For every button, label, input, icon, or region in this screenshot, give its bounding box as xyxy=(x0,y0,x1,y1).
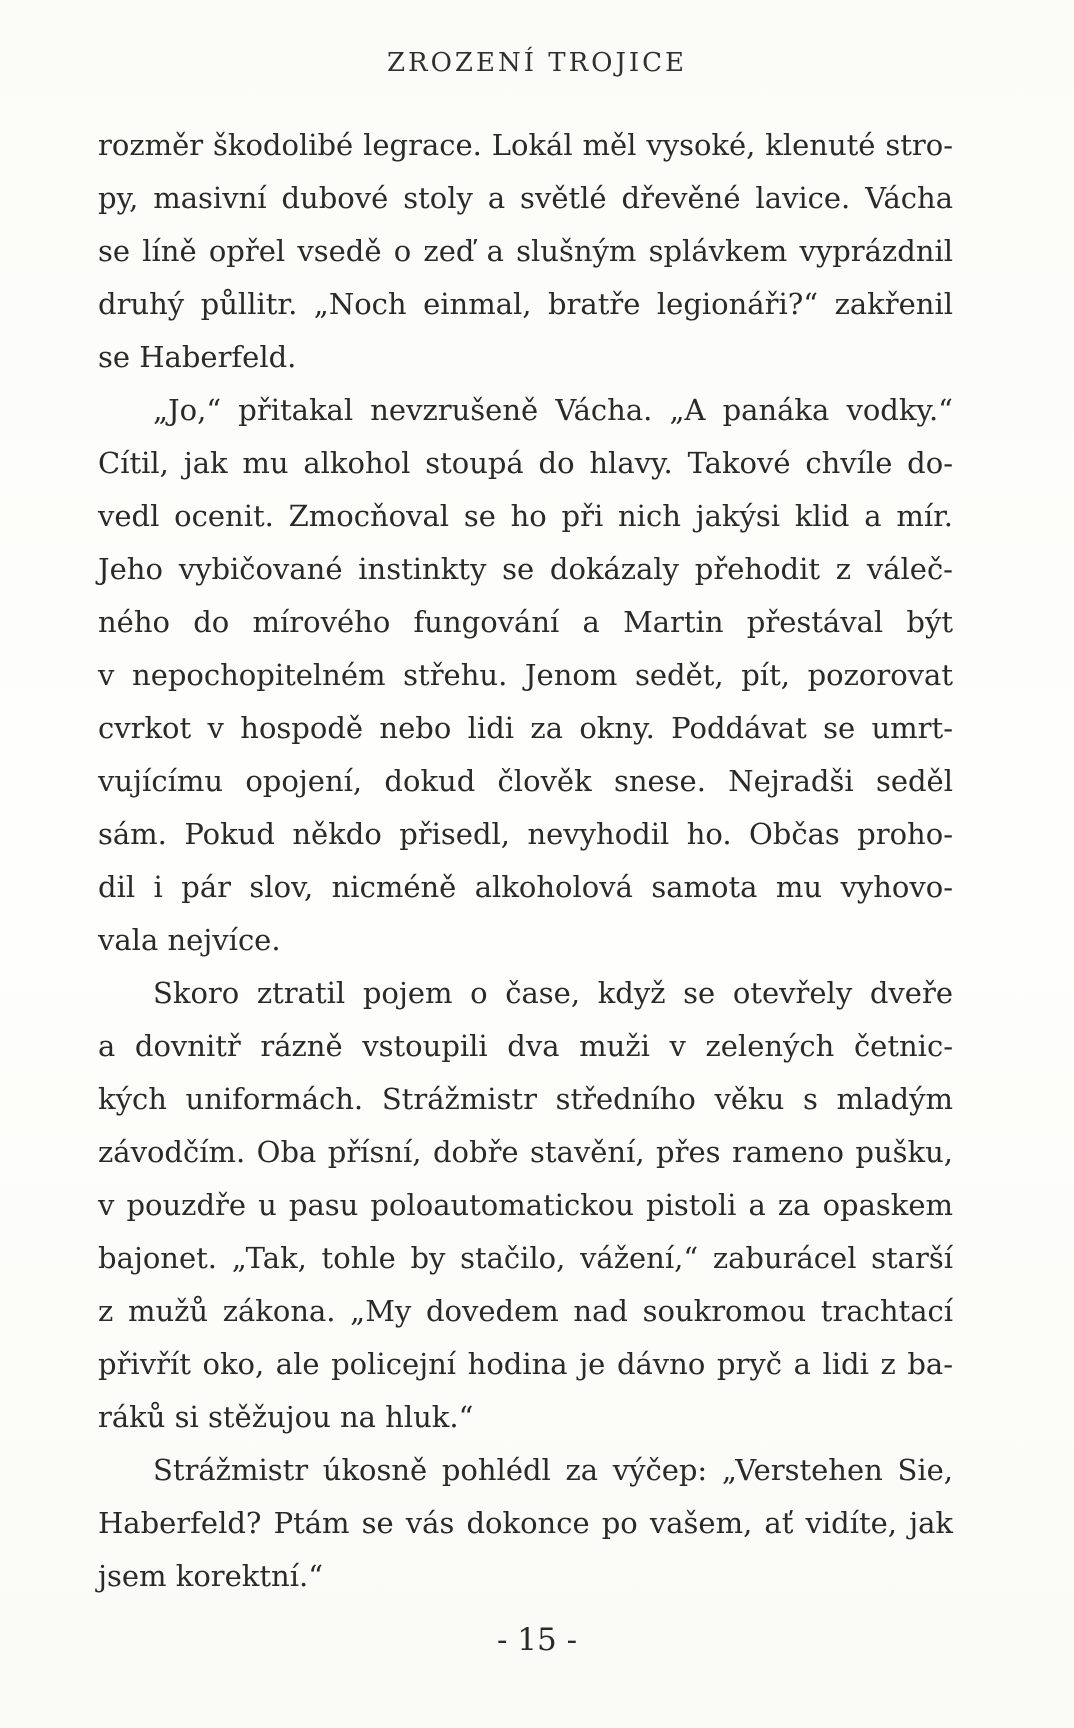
text-line: ného do mírového fungování a Martin přestával být xyxy=(98,605,953,639)
text-line: dil i pár slov, nicméně alkoholová samota mu vyhovo- xyxy=(98,870,953,904)
text-line: Jeho vybičované instinkty se dokázaly přehodit z váleč- xyxy=(98,552,953,586)
text-line: v pouzdře u pasu poloautomatickou pistoli a za opaskem xyxy=(98,1188,953,1222)
text-line: vala nejvíce. xyxy=(98,923,281,957)
text-line: bajonet. „Tak, tohle by stačilo, vážení,“ zaburácel starší xyxy=(98,1241,953,1275)
text-line: Cítil, jak mu alkohol stoupá do hlavy. Takové chvíle do- xyxy=(98,446,953,480)
body-text xyxy=(98,119,953,1603)
text-line: jsem korektní.“ xyxy=(98,1559,324,1593)
text-line: Strážmistr úkosně pohlédl za výčep: „Verstehen Sie, xyxy=(153,1453,953,1487)
text-line: py, masivní dubové stoly a světlé dřevěné lavice. Vácha xyxy=(98,181,953,215)
text-line: z mužů zákona. „My dovedem nad soukromou trachtací xyxy=(98,1294,953,1328)
text-line: ráků si stěžujou na hluk.“ xyxy=(98,1400,474,1434)
text-line: Skoro ztratil pojem o čase, když se otevřely dveře xyxy=(153,976,953,1010)
text-line: „Jo,“ přitakal nevzrušeně Vácha. „A panáka vodky.“ xyxy=(153,393,953,427)
page-number: - 15 - xyxy=(496,1622,578,1658)
text-line: se Haberfeld. xyxy=(98,340,297,374)
text-line: vujícímu opojení, dokud člověk snese. Nejradši seděl xyxy=(98,764,953,798)
text-line: závodčím. Oba přísní, dobře stavění, přes rameno pušku, xyxy=(98,1135,953,1169)
running-head: ZROZENÍ TROJICE xyxy=(386,48,688,78)
text-line: Haberfeld? Ptám se vás dokonce po vašem, ať vidíte, jak xyxy=(98,1506,953,1540)
text-line: vedl ocenit. Zmocňoval se ho při nich jakýsi klid a mír. xyxy=(98,499,953,533)
text-line: rozměr škodolibé legrace. Lokál měl vysoké, klenuté stro- xyxy=(98,128,953,162)
text-line: se líně opřel vsedě o zeď a slušným splávkem vyprázdnil xyxy=(98,234,953,268)
text-line: a dovnitř rázně vstoupili dva muži v zelených četnic- xyxy=(98,1029,953,1063)
text-line: sám. Pokud někdo přisedl, nevyhodil ho. Občas proho- xyxy=(98,817,953,851)
text-line: druhý půllitr. „Noch einmal, bratře legionáři?“ zakřenil xyxy=(98,287,953,321)
text-line: cvrkot v hospodě nebo lidi za okny. Poddávat se umrt- xyxy=(98,711,953,745)
text-line: kých uniformách. Strážmistr středního věku s mladým xyxy=(98,1082,953,1116)
text-line: přivřít oko, ale policejní hodina je dávno pryč a lidi z ba- xyxy=(98,1347,953,1381)
text-line: v nepochopitelném střehu. Jenom sedět, pít, pozorovat xyxy=(98,658,953,692)
